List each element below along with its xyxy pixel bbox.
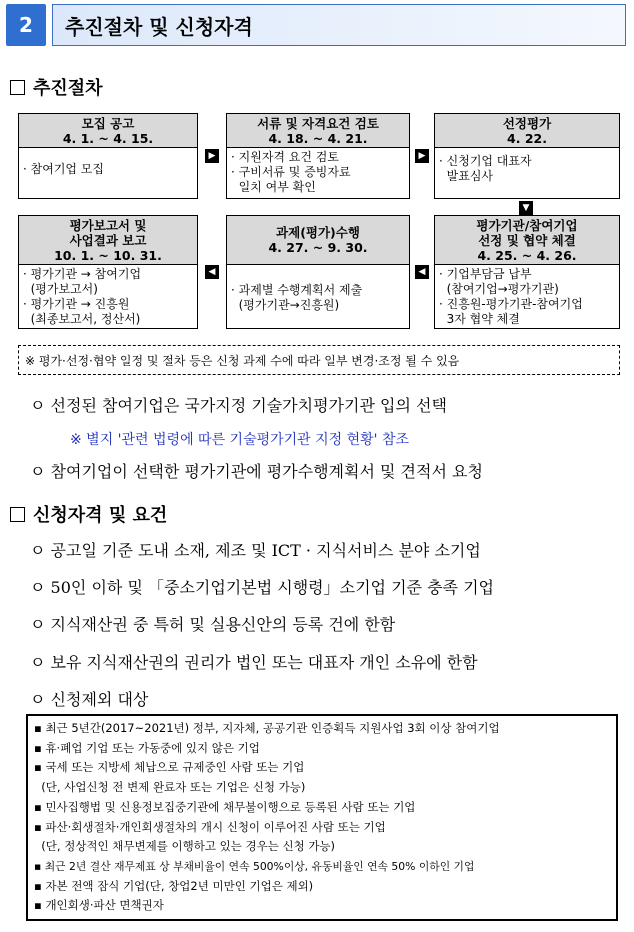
step-line: · 과제별 수행계획서 제출 (231, 283, 363, 297)
exclusion-item: ▪ 개인회생·파산 면책권자 (34, 898, 164, 913)
step-box-3 (434, 113, 620, 199)
step-line: · 진흥원-평가기관-참여기업 (439, 297, 583, 311)
square-bullet-icon (10, 80, 25, 95)
step-line: · 참여기업 모집 (23, 162, 104, 176)
step-date: 4. 25. ~ 4. 26. (477, 247, 577, 263)
arrow-right-icon: ▶ (205, 149, 219, 163)
bullet-item: ㅇ 지식재산권 중 특허 및 실용신안의 등록 건에 한함 (30, 615, 396, 634)
exclusion-list (26, 714, 618, 921)
step-date: 4. 1. ~ 4. 15. (62, 130, 154, 146)
step-box-6 (18, 215, 198, 329)
schedule-note: ※ 평가·선정·협약 일정 및 절차 등은 신청 과제 수에 따라 일부 변경·조정 될 수 있음 (18, 345, 620, 375)
step-title: 과제(평가)수행 (276, 225, 360, 240)
step-box-5 (226, 215, 410, 329)
step-date: 10. 1. ~ 10. 31. (54, 247, 162, 263)
step-line: (최종보고서, 정산서) (23, 312, 141, 326)
step-title: 평가보고서 및 (69, 217, 147, 233)
step-line: 3자 협약 체결 (439, 312, 520, 326)
exclusion-item: ▪ 최근 5년간(2017~2021년) 정부, 지자체, 공공기관 인증획득 지원사업 3회 이상 참여기업 (34, 721, 500, 735)
section-title: 추진절차 및 신청자격 (52, 4, 626, 46)
bullet-item: ㅇ 신청제외 대상 (30, 690, 149, 709)
step-title: 평가기관/참여기업 (476, 217, 578, 233)
step-line: · 평가기관 → 참여기업 (23, 267, 142, 281)
step-line: · 평가기관 → 진흥원 (23, 297, 130, 311)
arrow-right-icon: ▶ (415, 149, 429, 163)
exclusion-item: ▪ 파산·회생절차·개인회생절차의 개시 신청이 이루어진 사람 또는 기업 (34, 819, 386, 834)
bullet-item: ㅇ 선정된 참여기업은 국가지정 기술가치평가기관 입의 선택 (30, 396, 447, 415)
eligibility-heading-text: 신청자격 및 요건 (33, 505, 168, 526)
exclusion-item: (단, 정상적인 채무변제를 이행하고 있는 경우는 신청 가능) (34, 839, 336, 854)
step-line: (평가보고서) (23, 282, 98, 296)
arrow-left-icon: ◀ (205, 265, 219, 279)
step-line: · 기업부담금 납부 (439, 267, 532, 281)
exclusion-item: ▪ 휴·폐업 기업 또는 가동중에 있지 않은 기업 (34, 740, 260, 755)
step-title: 선정평가 (502, 115, 552, 131)
step-title: 모집 공고 (81, 115, 135, 131)
step-date: 4. 27. ~ 9. 30. (268, 240, 368, 255)
step-box-4 (434, 215, 620, 329)
step-date: 4. 22. (507, 130, 547, 146)
step-title-2: 사업결과 보고 (69, 232, 147, 248)
step-line: · 지원자격 요건 검토 (231, 150, 339, 164)
exclusion-item: ▪ 국세 또는 지방세 체납으로 규제중인 사람 또는 기업 (34, 760, 305, 775)
step-line: · 구비서류 및 증빙자료 (231, 165, 351, 179)
exclusion-item: (단, 사업신청 전 변제 완료자 또는 기업은 신청 가능) (34, 780, 306, 795)
arrow-left-icon: ◀ (415, 265, 429, 279)
step-title: 서류 및 자격요건 검토 (257, 115, 379, 131)
step-title-2: 선정 및 협약 체결 (478, 232, 576, 248)
step-date: 4. 18. ~ 4. 21. (268, 130, 368, 146)
reference-note: ※ 별지 '관련 법령에 따른 기술평가기관 지정 현황' 참조 (70, 432, 410, 448)
arrow-down-icon: ▼ (519, 201, 533, 215)
step-line: (참여기업→평가기관) (439, 282, 559, 296)
bullet-item: ㅇ 공고일 기준 도내 소재, 제조 및 ICT · 지식서비스 분야 소기업 (30, 541, 481, 560)
procedure-heading-text: 추진절차 (33, 78, 103, 99)
bullet-item: ㅇ 참여기업이 선택한 평가기관에 평가수행계획서 및 견적서 요청 (30, 462, 483, 481)
step-line: · 신청기업 대표자 (439, 154, 532, 168)
exclusion-item: ▪ 민사집행법 및 신용정보집중기관에 채무불이행으로 등록된 사람 또는 기업 (34, 799, 416, 814)
step-line: (평가기관→진흥원) (231, 298, 340, 312)
exclusion-item: ▪ 자본 전액 잠식 기업(단, 창업2년 미만인 기업은 제외) (34, 878, 314, 893)
eligibility-heading (10, 501, 167, 527)
procedure-heading (10, 74, 103, 100)
step-line: 일치 여부 확인 (231, 180, 316, 194)
section-number: 2 (6, 4, 46, 46)
step-box-2 (226, 113, 410, 199)
exclusion-item: ▪ 최근 2년 결산 재무제표 상 부채비율이 연속 500%이상, 유동비율인 연속 50% 이하인 기업 (34, 859, 475, 873)
square-bullet-icon (10, 507, 25, 522)
step-box-1 (18, 113, 198, 199)
step-line: 발표심사 (439, 169, 493, 183)
bullet-item: ㅇ 50인 이하 및 「중소기업기본법 시행령」소기업 기준 충족 기업 (30, 578, 494, 597)
bullet-item: ㅇ 보유 지식재산권의 권리가 법인 또는 대표자 개인 소유에 한함 (30, 653, 478, 672)
